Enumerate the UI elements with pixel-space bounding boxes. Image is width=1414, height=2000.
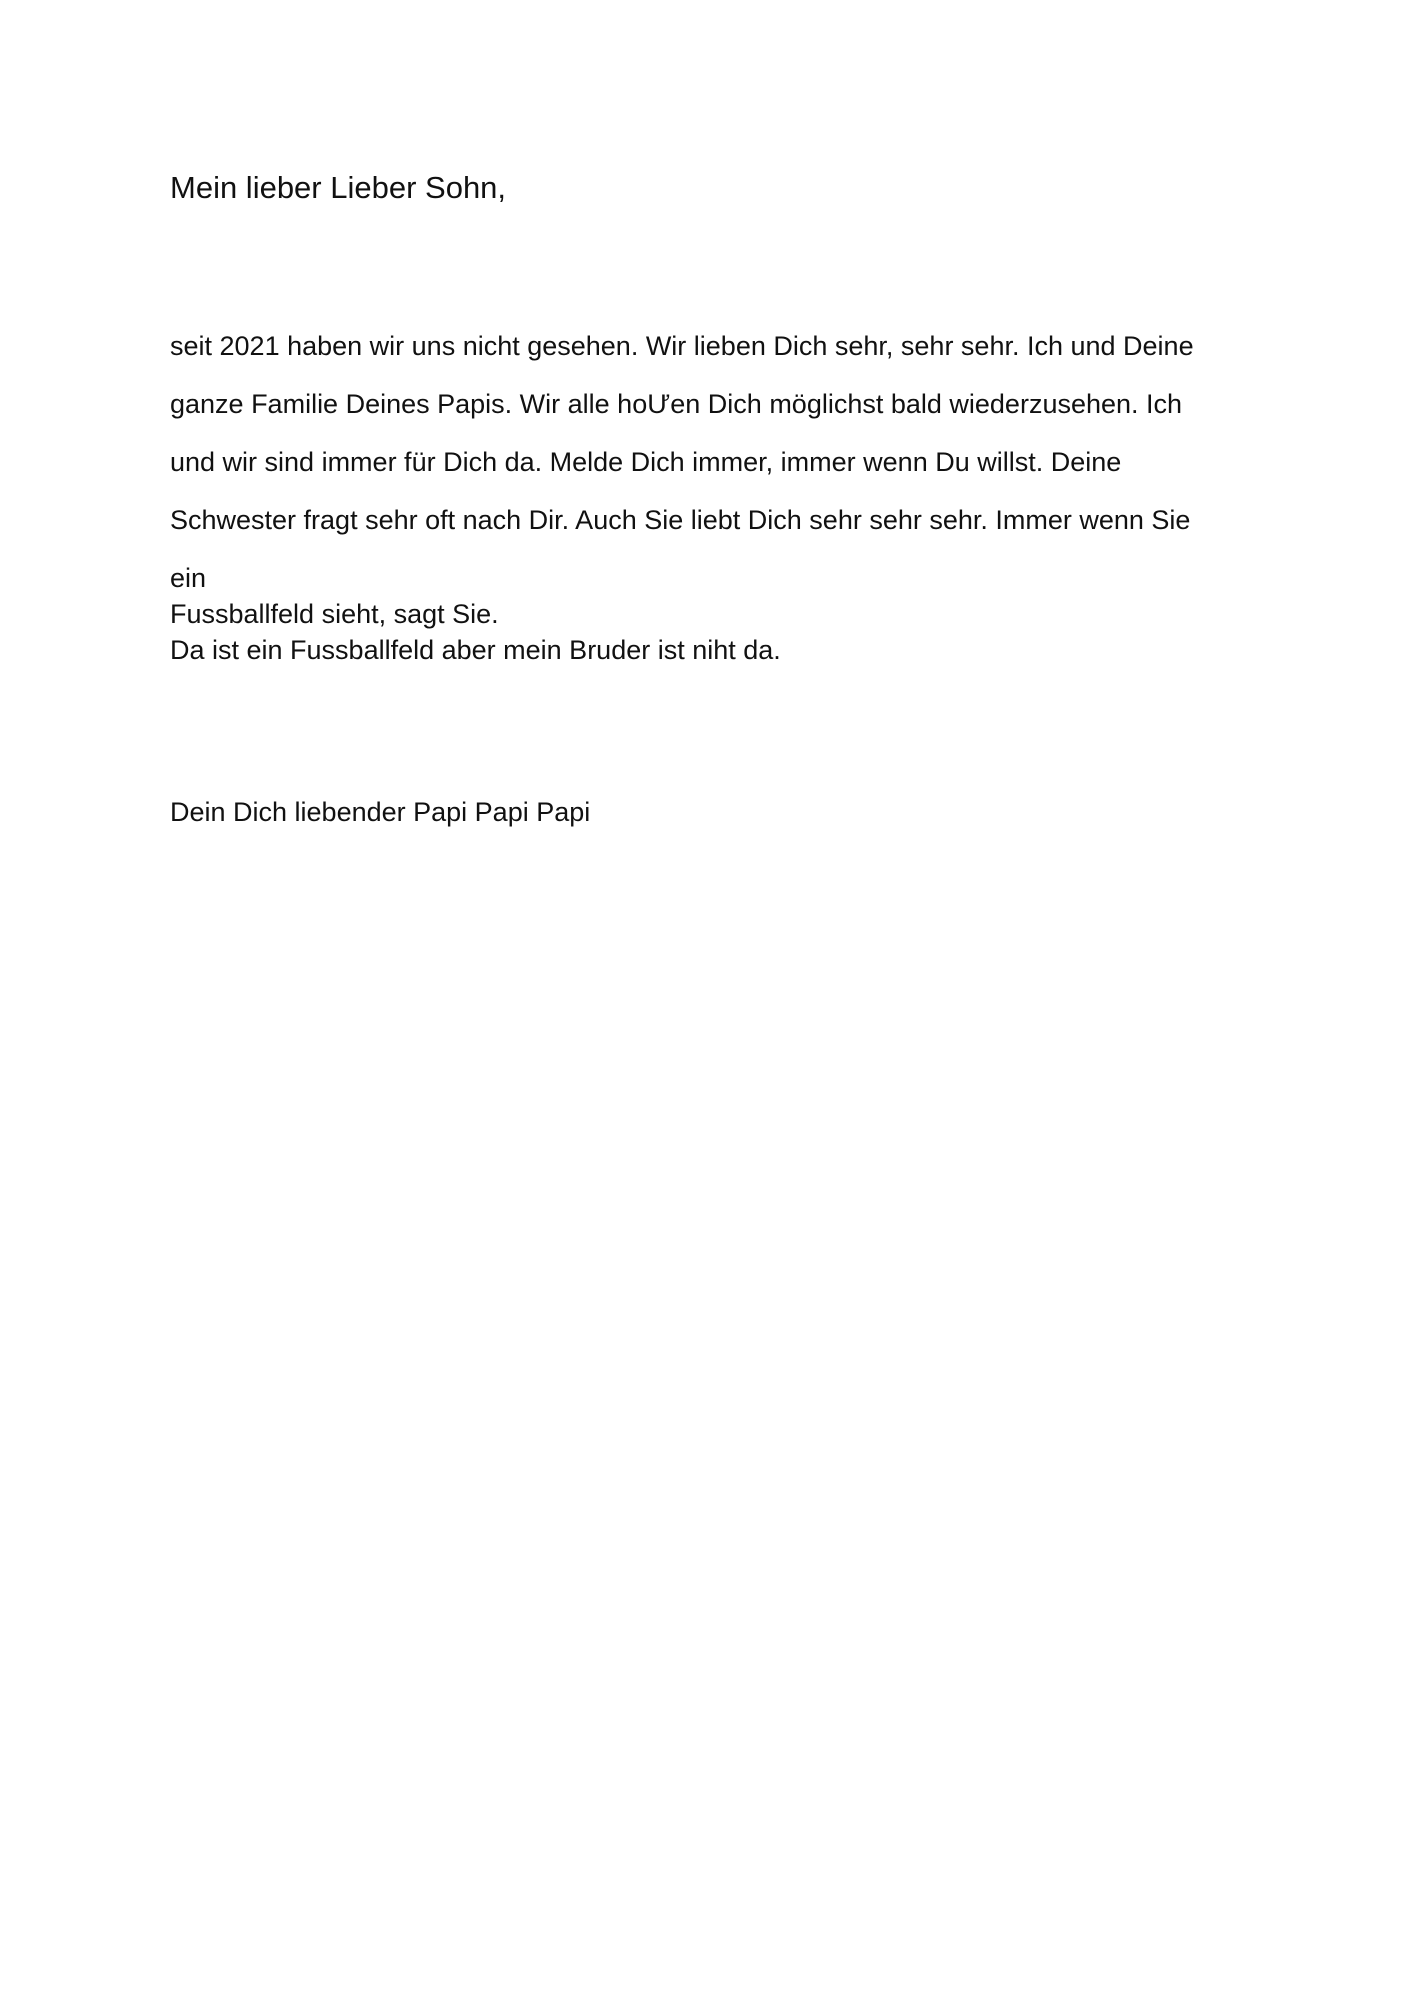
letter-closing: Dein Dich liebender Papi Papi Papi [170, 797, 591, 827]
body-line: seit 2021 haben wir uns nicht gesehen. Wir lieben Dich sehr, sehr sehr. Ich und Deine [170, 331, 1194, 361]
body-line: und wir sind immer für Dich da. Melde Dich immer, immer wenn Du willst. Deine [170, 447, 1122, 477]
body-line: ganze Familie Deines Papis. Wir alle hoƯen Dich möglichst bald wiederzusehen. Ich [170, 389, 1183, 419]
body-line: ein [170, 563, 207, 593]
body-line: Fussballfeld sieht, sagt Sie. [170, 599, 499, 629]
body-line: Schwester fragt sehr oft nach Dir. Auch Sie liebt Dich sehr sehr sehr. Immer wenn Sie [170, 505, 1191, 535]
letter-salutation: Mein lieber Lieber Sohn, [170, 170, 507, 205]
letter-body [170, 328, 1250, 668]
body-line: Da ist ein Fussballfeld aber mein Bruder ist niht da. [170, 635, 781, 665]
